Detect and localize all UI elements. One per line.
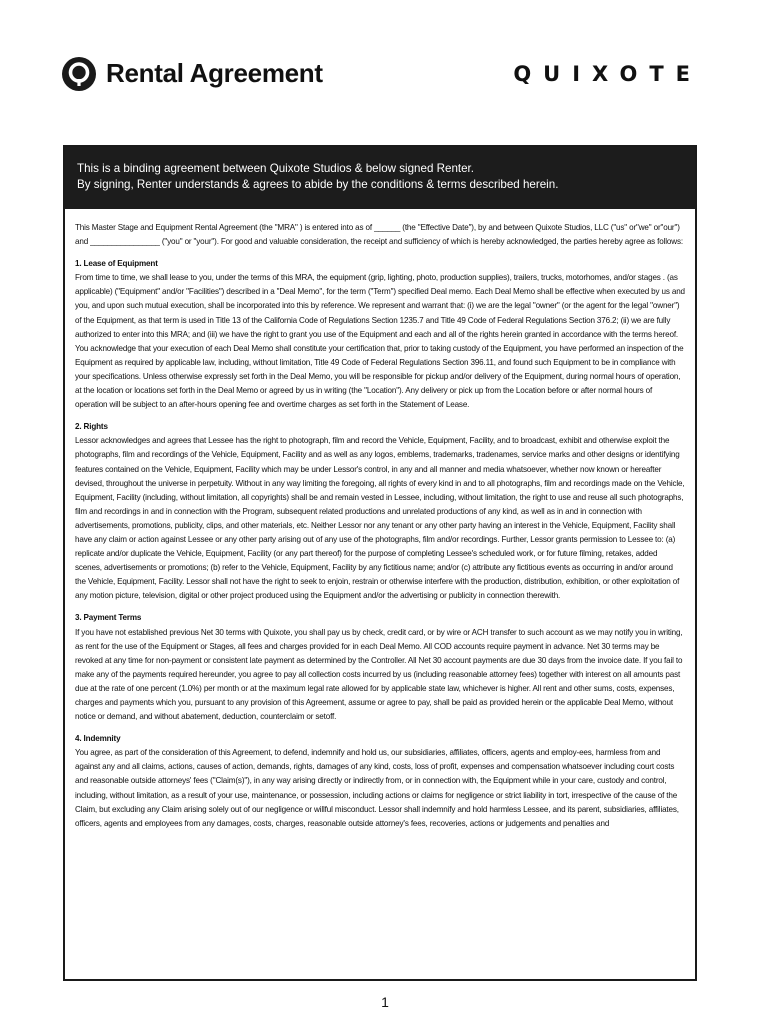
section-rights [75, 420, 685, 603]
page-header [62, 54, 702, 94]
section-text: If you have not established previous Net 30 terms with Quixote, you shall pay us by check, credit card, or by wire or ACH transfer to such account as we may notify you in writing, as rent for the use of the Equipment or Stages, all fees and charges provided for in each Deal Memo. All COD accounts require payment in advance. Net 30 terms may be revoked at any time for non-payment or consistent late payment as determined by the Controller. All Net 30 account payments are due 30 days from the invoice date. If you fail to make any of the payments required hereunder, you agree to pay all collection costs incurred by us (including reasonable attorney fees) together with interest on all amounts past due at the rate of one percent (1.0%) per month or at the maximum legal rate allowed for by applicable state law, whichever is higher. All rent and other sums, costs, expenses, charges and payments which you, pursuant to any provision of this Agreement, assume or agree to pay, shall be paid as provided herein or the applicable Deal Memo, without notice or demand, and without abatement, deduction, counterclaim or setoff. [75, 627, 683, 722]
section-title: 1. Lease of Equipment [75, 259, 158, 269]
notice-banner [65, 147, 695, 209]
section-title: 3. Payment Terms [75, 613, 142, 623]
section-title: 4. Indemnity [75, 734, 121, 744]
agreement-body [65, 209, 695, 831]
brand-wordmark: QUIXOTE [513, 62, 702, 86]
section-text: Lessor acknowledges and agrees that Lessee has the right to photograph, film and record the Vehicle, Equipment, Facility, and to broadcast, exhibit and otherwise exploit the photographs, film and recordings of the Vehicle, Equipment, Facility and as well as any logos, emblems, trademarks, tradenames, service marks and other designs or identifying features contained on the Vehicle, Equipment, Facility which may be under Lessor's control, in any and all manner and media whatsoever, whether now known or hereafter devised, throughout the universe in perpetuity. Without in any way limiting the foregoing, all rights of every kind in and to all photographs, film and recordings made on the Vehicle, Equipment, Facility (including, without limitation, all copyrights) shall be and remain vested in Lessee, including, without limitation, the right to use and reuse all such photographs, film and recordings in and in connection with the Program, subsequent related productions and unrelated productions of any kind, as well as in and in connection with advertisements, promotions, publicity, clips, and other materials, etc. Neither Lessor nor any tenant or any other party having an interest in the Vehicle, Equipment, Facility shall have any claim or action against Lessee or any other party arising out of any use of the photographs, film and/or recordings. Further, Lessor grants permission to Lessee to: (a) replicate and/or duplicate the Vehicle, Equipment, Facility (or any part thereof) for the purpose of completing Lessee's scheduled work, or for future filming, retakes, added scenes, advertisements or promotions; (b) refer to the Vehicle, Equipment, Facility by any fictitious name; and/or (c) attribute any fictitious events as occurring in and/or around the Vehicle, Equipment, Facility. Lessor shall not have the right to seek to enjoin, restrain or otherwise interfere with the production, distribution, exhibition, or other exploitation of any motion picture, television, digital or other project produced using the Equipment and/or the advertising or publicity in connection therewith. [75, 436, 685, 601]
quixote-logo-icon [62, 57, 96, 91]
section-indemnity [75, 732, 685, 831]
section-payment-terms [75, 611, 685, 724]
banner-line-1: This is a binding agreement between Quixote Studios & below signed Renter. [77, 162, 475, 175]
page-number: 1 [381, 994, 389, 1010]
section-text: From time to time, we shall lease to you, under the terms of this MRA, the equipment (grip, lighting, photo, production supplies), trailers, trucks, motorhomes, and/or stages . (as applicable) ("Equipment" and/or "Facilities") described in a "Deal Memo", for the term ("Term") specified Deal memo. Each Deal Memo shall be effective when executed by us and you, and upon such mutual execution, shall be incorporated into this by reference. We represent and warrant that: (i) we are the legal "owner" (or the agent for the legal "owner") of the Equipment, as that term is used in Title 13 of the California Code of Regulations Section 1235.7 and Title 49 Code of Federal Regulations Section 376.2; (ii) we are fully authorized to enter into this MRA; and (iii) we have the right to grant you use of the Equipment and each and all of the rights herein granted in accordance with the terms hereof. You acknowledge that your execution of each Deal Memo shall constitute your certification that, prior to taking custody of the Equipment, you have performed an inspection of the Equipment as required by applicable law, including, without limitation, Title 49 Code of Federal Regulations Section 396.11, and found such Equipment to be in compliance with your specifications. Unless otherwise expressly set forth in the Deal Memo, you will be responsible for pickup and/or delivery of the Equipment, during normal hours of operation, at the location or locations set forth in the Deal Memo or agreed by us in writing (the "Location"). Any delivery or pick up from the Location before or after normal hours of operation will be subject to an after-hours opening fee and overtime charges as set forth in the Statement of Lease. [75, 273, 685, 410]
section-text: You agree, as part of the consideration of this Agreement, to defend, indemnify and hold us, our subsidiaries, affiliates, officers, agents and employ-ees, harmless from and against any and all claims, actions, causes of action, demands, rights, damages of any kind, costs, loss of profit, expenses and compensation whatsoever including court costs and reasonable outside attorneys' fees ("Claim(s)"), in any way arising directly or indirectly from, or in connection with, the Equipment while in your care, custody and control, including, without limitation, as a result of your use, maintenance, or possession, including actions or claims for negligence or strict liability in tort, irrespective of the cause of the Claim, but excluding any Claim arising solely out of our negligence or willful misconduct. Lessor shall indemnify and hold harmless Lessee, and its parent, subsidiaries, affiliates, officers, agents and employees from any damages, costs, charges, reasonable outside attorney's fees, recoveries, actions or judgements and penalties and [75, 748, 679, 828]
intro-paragraph: This Master Stage and Equipment Rental Agreement (the "MRA" ) is entered into as of ______ (the "Effective Date"), by and between Quixote Studios, LLC ("us" or"we" or"our") and ________________ ("you" or "your"). For good and valuable consideration, the receipt and sufficiency of which is hereby acknowledged, the parties hereby agree as follows: [75, 223, 683, 247]
banner-line-2: By signing, Renter understands & agrees to abide by the conditions & terms described herein. [77, 178, 559, 191]
agreement-frame [63, 145, 697, 981]
section-lease-of-equipment [75, 257, 685, 412]
section-title: 2. Rights [75, 422, 108, 432]
page-title: Rental Agreement [106, 58, 323, 88]
